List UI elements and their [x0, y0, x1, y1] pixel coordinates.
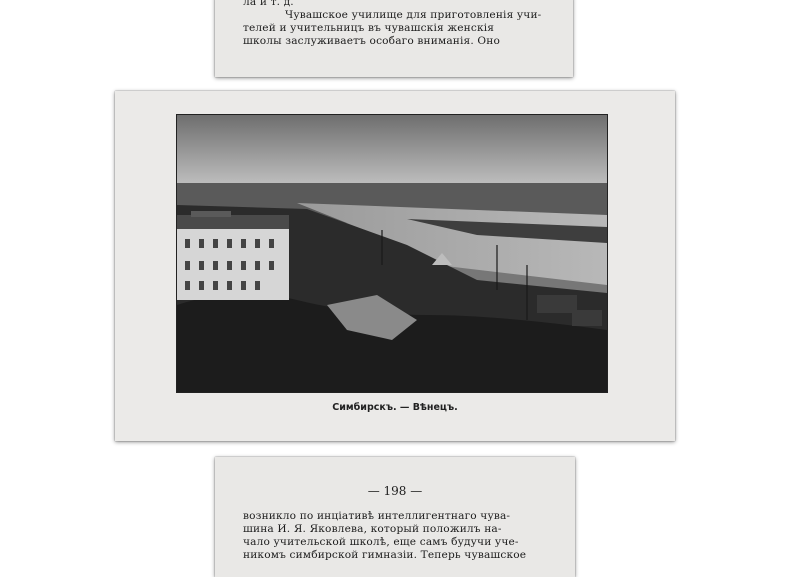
page-photo-plate: [115, 91, 675, 441]
top-text-line: Чувашское училище для приготовленія учи-: [285, 9, 542, 21]
sky: [177, 115, 607, 193]
photo-caption: Симбирскъ. — Вѣнецъ.: [332, 402, 458, 413]
top-text-block: [243, 0, 559, 48]
bottom-text-line: никомъ симбирской гимназіи. Теперь чувашское: [243, 549, 527, 561]
top-text-line: школы заслуживаетъ особаго вниманія. Оно: [243, 35, 501, 47]
building: [177, 211, 289, 300]
bottom-text-block: [243, 510, 563, 562]
bottom-text-line: чало учительской школѣ, еще самъ будучи уче-: [243, 536, 519, 548]
page-number: — 198 —: [367, 484, 423, 498]
simbirsk-photo: [176, 114, 608, 393]
bottom-text-line: возникло по инціативѣ интеллигентнаго чува-: [243, 510, 511, 522]
top-text-line: ла и т. д.: [243, 0, 294, 8]
page-bottom-fragment: [215, 457, 575, 577]
top-text-line: телей и учительницъ въ чувашскія женскія: [243, 22, 495, 34]
bottom-text-line: шина И. Я. Яковлева, который положилъ на-: [243, 523, 502, 535]
page-top-fragment: [215, 0, 573, 77]
photo-illustration: [177, 115, 607, 392]
